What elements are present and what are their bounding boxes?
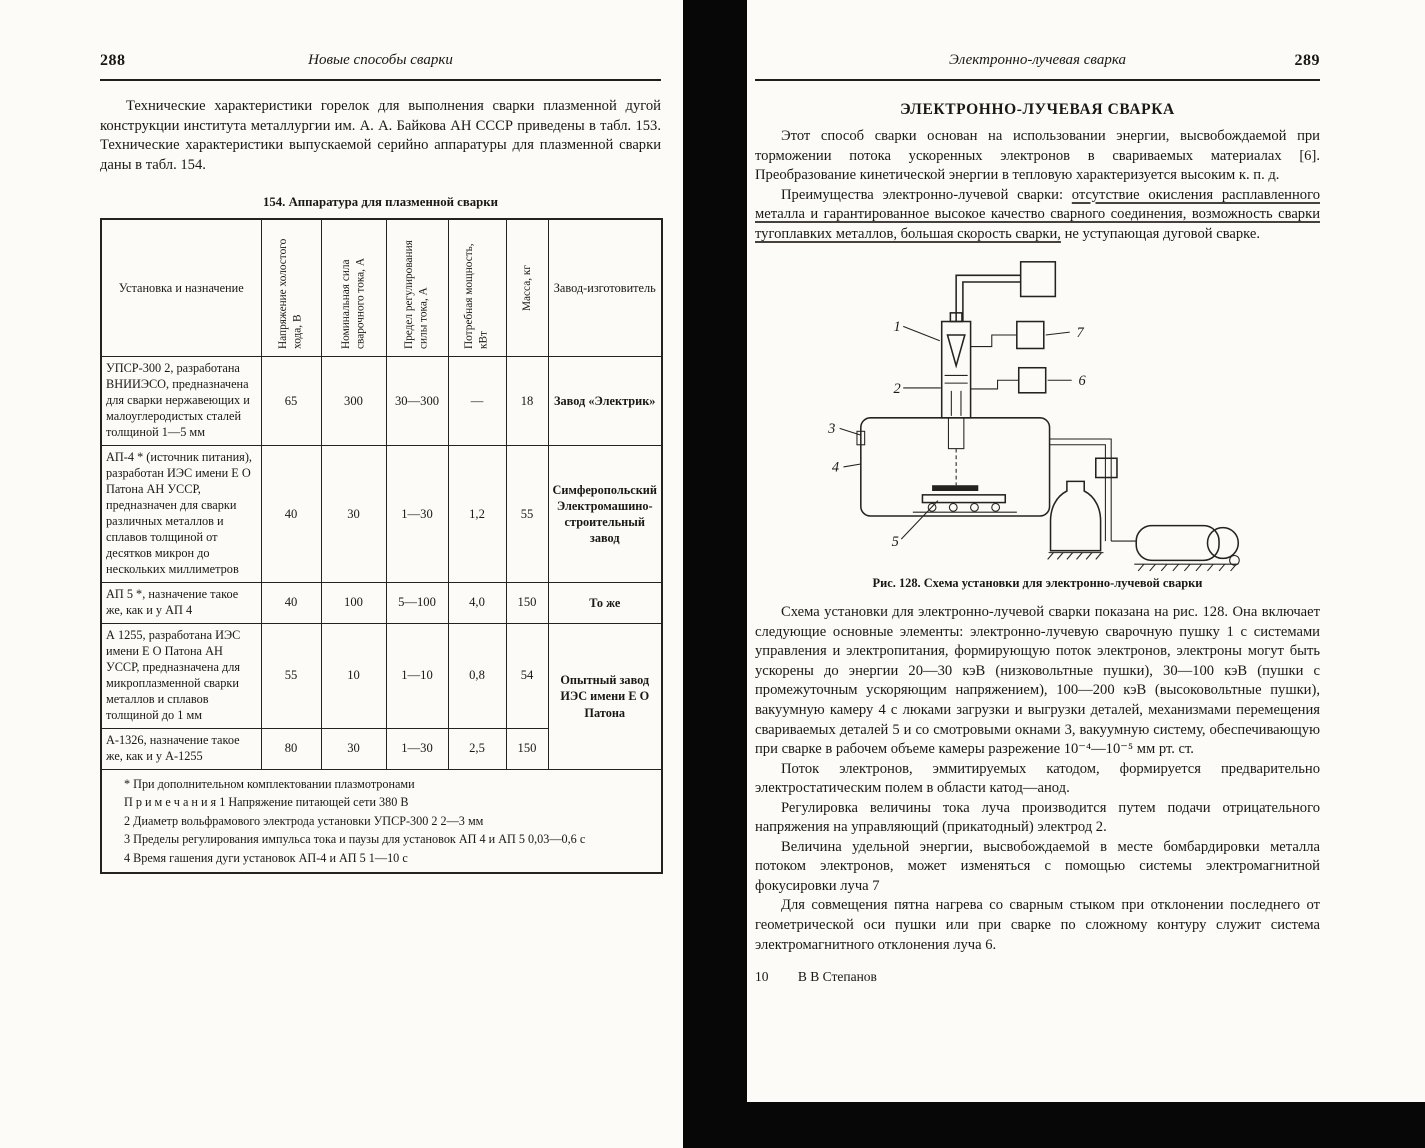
cell-voltage: 65 bbox=[261, 357, 321, 446]
electron-beam-welding-diagram bbox=[778, 254, 1298, 572]
workpiece-table bbox=[912, 486, 1016, 513]
cell-current: 10 bbox=[321, 623, 386, 728]
body-paragraph: Схема установки для электронно-лучевой сварки показана на рис. 128. Она включает следующие основные элементы: электронно-лучевую сварочную пушку 1 с системами управления и электропитания, формирующую поток электронов, электроны могут быть ускорены до энергии 20—30 кэВ (низковольтные пушки), 30—100 кэВ (пушки с промежуточным ускоряющим напряжением), 100—200 кэВ (высоковольтные пушки), вакуумную камеру 4 с люками загрузки и выгрузки деталей, механизмами перемещения свариваемых деталей 5 и со смотровыми окнами 3, вакуумную систему, обеспечивающую при сварке в рабочем объеме камеры разрежение 10⁻⁴—10⁻⁵ мм рт. ст. bbox=[755, 604, 1320, 758]
running-head: Электронно-лучевая сварка bbox=[949, 52, 1126, 68]
figure-caption: Рис. 128. Схема установки для электронно-лучевой сварки bbox=[872, 576, 1203, 591]
column-header-power: Потребная мощность, кВт bbox=[448, 219, 506, 357]
pen-underlined-phrase: отсутствие окисления расплавленного металла и гарантированное высокое качество сварного соединения, возможность сварки тугоплавких металлов, большая скорость сварки, bbox=[755, 186, 1321, 242]
page-288 bbox=[0, 0, 683, 1102]
column-header-manufacturer: Завод-изготовитель bbox=[548, 219, 662, 357]
column-header-mass: Масса, кг bbox=[506, 219, 548, 357]
intro-paragraph: Этот способ сварки основан на использовании энергии, высвобождаемой при торможении потока ускоренных электронов в свариваемых материалах [6]. Преобразование кинетической энергии в тепловую характеризуется высоким к. п. д. bbox=[755, 128, 1320, 184]
cell-installation: АП-4 * (источник питания), разработан ИЭС имени Е О Патона АН УССР, предназначен для сварки различных металлов и сплавов толщиной от десятков микрон до нескольких миллиметров bbox=[101, 446, 261, 583]
table-title: 154. Аппаратура для плазменной сварки bbox=[262, 195, 499, 210]
column-header-voltage: Напряжение холостого хода, В bbox=[261, 219, 321, 357]
table-row bbox=[101, 582, 662, 623]
body-paragraph: Поток электронов, эммитируемых катодом, формируется предварительно электростатическим полем в области катод—анод. bbox=[755, 760, 1320, 797]
column-header-range: Предел регулирования силы тока, А bbox=[386, 219, 448, 357]
cell-range: 1—30 bbox=[386, 728, 448, 769]
column-header-current: Номинальная сила сварочного тока, А bbox=[321, 219, 386, 357]
cell-range: 5—100 bbox=[386, 582, 448, 623]
gun-power-cables bbox=[956, 276, 1021, 322]
control-box-focus bbox=[970, 322, 1043, 349]
cell-power: 2,5 bbox=[448, 728, 506, 769]
intro-paragraph: Технические характеристики горелок для выполнения сварки плазменной дугой конструкции института металлургии им. А. А. Байкова АН СССР приведены в табл. 153. Технические характеристики выпускаемой серийно аппаратуры для плазменной сварки даны в табл. 154. bbox=[100, 98, 661, 173]
cell-manufacturer: Опытный завод ИЭС имени Е О Патона bbox=[548, 623, 662, 769]
cell-current: 300 bbox=[321, 357, 386, 446]
control-box-deflection bbox=[970, 368, 1045, 393]
table-header-row bbox=[101, 219, 662, 357]
header-rule bbox=[755, 79, 1320, 81]
cell-voltage: 80 bbox=[261, 728, 321, 769]
table-row bbox=[101, 623, 662, 728]
table-note: 3 Пределы регулирования импульса тока и паузы для установок АП 4 и АП 5 0,03—0,6 с bbox=[124, 832, 586, 847]
cell-voltage: 55 bbox=[261, 623, 321, 728]
cell-installation: А 1255, разработана ИЭС имени Е О Патона АН УССР, предназначена для микроплазменной сварки металлов и сплавов толщиной до 1 мм bbox=[101, 623, 261, 728]
plasma-welding-table bbox=[100, 218, 663, 874]
cell-mass: 18 bbox=[506, 357, 548, 446]
table-note: 2 Диаметр вольфрамового электрода установки УПСР-300 2 2—3 мм bbox=[124, 813, 484, 828]
page-header-right bbox=[755, 52, 1320, 74]
figure-leader-lines bbox=[839, 327, 1071, 540]
scan-bottom-edge bbox=[683, 1102, 1425, 1148]
vacuum-piping bbox=[1049, 439, 1136, 541]
table-notes-row bbox=[101, 769, 662, 873]
body-paragraph: Регулировка величины тока луча производится путем подачи отрицательного напряжения на управляющий (прикатодный) электрод 2. bbox=[755, 799, 1320, 836]
running-head: Новые способы сварки bbox=[308, 52, 453, 68]
cell-installation: А-1326, назначение такое же, как и у А-1255 bbox=[101, 728, 261, 769]
figure-label-2: 2 bbox=[893, 381, 901, 398]
page-footer bbox=[755, 969, 1320, 985]
vacuum-chamber bbox=[856, 418, 1049, 516]
diffusion-pump bbox=[1047, 482, 1103, 560]
mechanical-pump bbox=[1134, 526, 1239, 571]
advantages-paragraph bbox=[755, 186, 1320, 245]
cell-power: 1,2 bbox=[448, 446, 506, 583]
cell-voltage: 40 bbox=[261, 446, 321, 583]
printer-signature: 10 bbox=[755, 969, 769, 985]
cell-current: 30 bbox=[321, 446, 386, 583]
figure-label-4: 4 bbox=[831, 460, 839, 477]
cell-manufacturer: Симферопольский Электромашиностроительный завод bbox=[548, 446, 662, 583]
section-title: ЭЛЕКТРОННО-ЛУЧЕВАЯ СВАРКА bbox=[900, 101, 1175, 118]
figure-128 bbox=[778, 254, 1298, 572]
cell-manufacturer: То же bbox=[548, 582, 662, 623]
table-row bbox=[101, 357, 662, 446]
table-footnote: * При дополнительном комплектовании плазмотронами bbox=[124, 776, 415, 791]
scan-gutter-shadow bbox=[683, 0, 747, 1148]
table-row bbox=[101, 446, 662, 583]
figure-label-3: 3 bbox=[827, 421, 835, 438]
cell-manufacturer: Завод «Электрик» bbox=[548, 357, 662, 446]
table-note: 4 Время гашения дуги установок АП-4 и АП 5 1—10 с bbox=[124, 850, 408, 865]
cell-mass: 150 bbox=[506, 582, 548, 623]
page-header-left bbox=[100, 52, 661, 74]
cell-power: 4,0 bbox=[448, 582, 506, 623]
author-name: В В Степанов bbox=[797, 969, 877, 985]
table-notes-cell bbox=[101, 769, 662, 873]
figure-label-1: 1 bbox=[893, 319, 901, 336]
cell-mass: 55 bbox=[506, 446, 548, 583]
cell-power: 0,8 bbox=[448, 623, 506, 728]
cell-mass: 54 bbox=[506, 623, 548, 728]
body-paragraph: Величина удельной энергии, высвобождаемой в месте бомбардировки металла потоком электронов, может изменяться с помощью системы электромагнитной фокусировки луча 7 bbox=[755, 838, 1320, 894]
page-number: 288 bbox=[100, 52, 126, 69]
page-number: 289 bbox=[1294, 52, 1320, 69]
cell-voltage: 40 bbox=[261, 582, 321, 623]
header-rule bbox=[100, 79, 661, 81]
advantages-lead: Преимущества электронно-лучевой сварки: bbox=[781, 186, 1072, 203]
figure-label-7: 7 bbox=[1076, 325, 1084, 342]
cell-installation: УПСР-300 2, разработана ВНИИЭСО, предназначена для сварки нержавеющих и малоуглеродистых сталей толщиной 1—5 мм bbox=[101, 357, 261, 446]
power-supply-box bbox=[1020, 262, 1055, 297]
page-289 bbox=[747, 0, 1425, 1102]
cell-power: — bbox=[448, 357, 506, 446]
figure-label-6: 6 bbox=[1077, 373, 1086, 390]
table-note: П р и м е ч а н и я 1 Напряжение питающей сети 380 В bbox=[124, 795, 409, 810]
body-paragraph: Для совмещения пятна нагрева со сварным стыком при отклонении последнего от геометрической оси пушки или при сварке по сложному контуру служит система электромагнитного отклонения луча 6. bbox=[755, 897, 1320, 953]
cell-range: 1—10 bbox=[386, 623, 448, 728]
cell-range: 30—300 bbox=[386, 357, 448, 446]
cell-current: 100 bbox=[321, 582, 386, 623]
figure-label-5: 5 bbox=[891, 534, 899, 551]
electron-gun bbox=[941, 313, 970, 418]
column-header-installation: Установка и назначение bbox=[101, 219, 261, 357]
cell-range: 1—30 bbox=[386, 446, 448, 583]
advantages-tail: не уступающая дуговой сварке. bbox=[1060, 225, 1261, 242]
cell-current: 30 bbox=[321, 728, 386, 769]
cell-mass: 150 bbox=[506, 728, 548, 769]
cell-installation: АП 5 *, назначение такое же, как и у АП 4 bbox=[101, 582, 261, 623]
